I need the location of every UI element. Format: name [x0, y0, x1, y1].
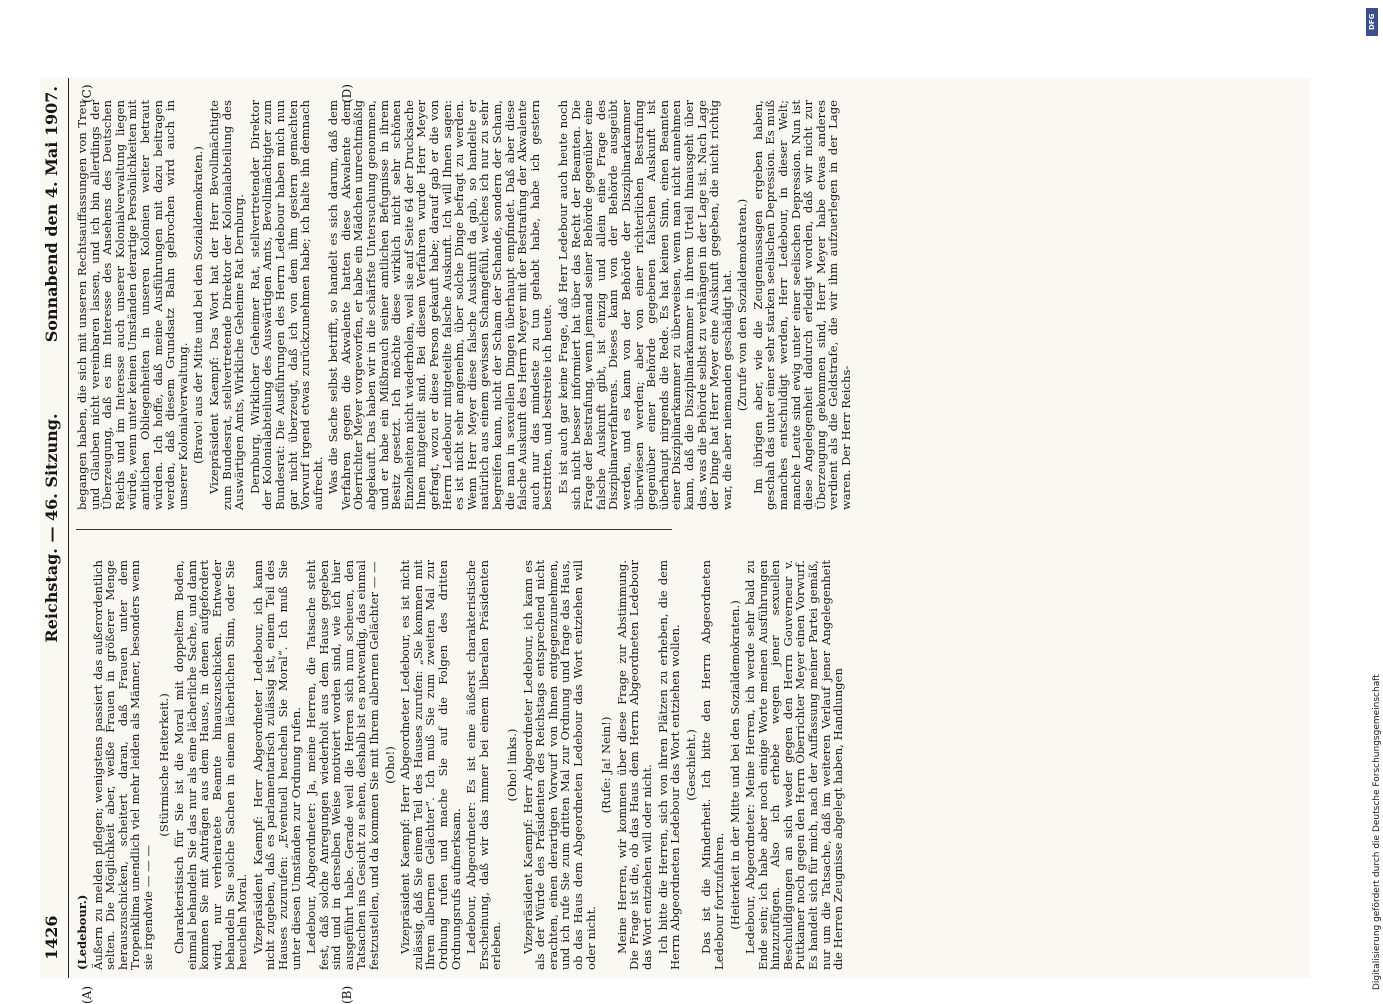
- column-divider: [76, 529, 672, 530]
- right-column: [75, 100, 854, 510]
- paragraph: Ich bitte die Herren, sich von ihren Plätzen zu erheben, die dem Herrn Abgeordneten Ledebour das Wort entziehen wollen.: [655, 560, 683, 970]
- paragraph: Ledebour, Abgeordneter: Ja, meine Herren, die Tatsache steht fest, daß solche Anregungen wiederholt aus dem Hause gegeben sind und in derselben Weise motiviert worden sind, wie ich hier ausgeführt habe. Gerade weil die Herren sich nun scheuen, den Tatsachen ins Gesicht zu sehen, deshalb ist es notwendig, das einmal festzustellen, und da kommen Sie mit Ihrem albernen Gelächter — —: [304, 560, 382, 970]
- interjection: (Rufe: Ja! Nein!): [599, 716, 614, 814]
- interjection: (Oho!): [382, 746, 397, 784]
- margin-mark-a: (A): [80, 985, 94, 1004]
- session-title: Reichstag. — 46. Sitzung.: [42, 413, 61, 643]
- paragraph: Dernburg, Wirklicher Geheimer Rat, stellvertretender Direktor der Kolonialabteilung des Auswärtigen Amts, Bevollmächtigter zum Bundesrat: Die Ausführungen des Herrn Ledebour haben mich nun gar nicht überzeugt, daß ich von dem ihm gestern gemachten Vorwurf irgend etwas zurückzunehmen habe; ich halte ihn demnach aufrecht.: [247, 100, 325, 510]
- interjection: (Oho! links.): [505, 728, 519, 802]
- page-number: 1426: [42, 915, 61, 960]
- paragraph: Im übrigen aber, wie die Zeugenaussagen ergeben haben, geschah das unter einer sehr starken seelischen Depression. Es muß manches entschuldigt werden, Herr Ledebour, in dieser Welt; manche Leute sind ewig unter einer seelischen Depression. Nun ist diese Angelegenheit dadurch erledigt worden, daß wir nicht zur Überzeugung gekommen sind, Herr Meyer habe etwas anderes verdient als die Geldstrafe, die wir ihm aufzuerlegen in der Lage waren. Der Herr Reichs-: [750, 100, 854, 510]
- margin-mark-b: (B): [340, 985, 354, 1004]
- header-rule: [68, 78, 69, 978]
- paragraph: Vizepräsident Kaempf: Herr Abgeordneter Ledebour, ich kann es als der Würde des Präsidenten des Reichstags entsprechend nicht erachten, einen derartigen Vorwurf von Ihnen entgegenzunehmen, und ich rufe Sie zum dritten Mal zur Ordnung und frage das Haus, ob das Haus dem Abgeordneten Ledebour das Wort entziehen will oder nicht.: [520, 560, 598, 970]
- margin-mark-d: (D): [340, 84, 354, 103]
- paragraph: Vizepräsident Kaempf: Herr Abgeordneter Ledebour, es ist nicht zulässig, daß Sie einem Teil des Hauses zurufen: „Sie kommen mit Ihrem albernen Gelächter“. Ich muß Sie zum zweiten Mal zur Ordnung rufen und mache Sie auf die Folgen des dritten Ordnungsrufs aufmerksam.: [398, 560, 463, 970]
- paragraph: Meine Herren, wir kommen über diese Frage zur Abstimmung. Die Frage ist die, ob das Haus dem Herrn Abgeordneten Ledebour das Wort entziehen will oder nicht.: [614, 560, 654, 970]
- paragraph: Was die Sache selbst betrifft, so handelt es sich darum, daß dem Verfahren gegen die Akwalente hatten diese Akwalente dem Oberrichter Meyer vorgeworfen, er habe ein Mädchen unrechtmäßig abgekauft. Das haben wir in die schärfste Untersuchung genommen, und er habe ein Mißbrauch seiner amtlichen Befugnisse in ihrem Besitz gesetzt. Ich möchte diese wirklich nicht sehr schönen Einzelheiten nicht wiederholen, weil sie auf Seite 64 der Drucksache Ihnen mitgeteilt sind. Bei diesem Verfahren wurde Herr Meyer gefragt, wozu er diese Person gekauft habe; darauf gab er die von Herrn Ledebour mitgeteilte falsche Auskunft. Ich will Ihnen sagen: es ist nicht sehr angenehm, über solche Dinge befragt zu werden. Wenn Herr Meyer diese falsche Auskunft da gab, so handelte er natürlich aus einem gewissen Schamgefühl, welches ich nur zu sehr begreifen kann, nicht der Scham der Schande, sondern der Scham, die man in sexuellen Dingen überhaupt empfindet. Daß aber diese falsche Auskunft des Herrn Meyer mit der Bestrafung der Akwalente auch nur das mindeste zu tun gehabt habe, habe ich gestern bestritten, und bestreite ich heute.: [326, 100, 555, 510]
- dfg-logo: DFG: [1366, 8, 1378, 36]
- interjection: (Geschieht.): [683, 729, 698, 801]
- interjection: (Stürmische Heiterkeit.): [156, 693, 171, 837]
- paragraph: Ledebour, Abgeordneter: Es ist eine äußerst charakteristische Erscheinung, daß wir das immer bei einem liberalen Präsidenten erleben.: [464, 560, 504, 970]
- digitization-credit: Digitalisierung gefördert durch die Deutsche Forschungsgemeinschaft: [1372, 674, 1382, 990]
- interjection: (Heiterkeit in der Mitte und bei den Sozialdemokraten.): [727, 600, 742, 930]
- paragraph: Es ist auch gar keine Frage, daß Herr Ledebour auch heute noch sich nicht besser informiert hat über das Recht der Beamten. Die Frage der Bestrafung, wenn jemand seiner Behörde gegenüber eine falsche Auskunft gibt, ist einzig und allein eine Frage des Disziplinarverfahrens. Dieses kann von der Behörde ausgeübt werden, und es kann von der Behörde der Disziplinarkammer überwiesen werden; aber von einer richterlichen Bestrafung gegenüber einer Behörde gegebenen falschen Auskunft ist überhaupt nirgends die Rede. Es hat keinen Sinn, einen Beamten einer Disziplinarkammer zu überweisen, wenn man nicht annehmen kann, daß die Disziplinarkammer in ihrem Urteil hinausgeht über das, was die Behörde selbst zu verhängen in der Lage ist. Nach Lage der Dinge hat Herr Meyer eine Auskunft gegeben, die nicht richtig war, die aber niemanden geschädigt hat.: [555, 100, 734, 510]
- left-column: [75, 560, 846, 970]
- paragraph: Äußern zu melden pflegen; wenigstens passiert das außerordentlich selten. Die Möglichkeit aber, weiße Frauen in größerer Menge herauszuschicken, scheitert daran, daß Frauen unter dem Tropenklima unendlich viel mehr leiden als Männer, besonders wenn sie irgendwie — — —: [90, 560, 155, 970]
- interjection: (Zurufe von den Sozialdemokraten.): [735, 198, 750, 412]
- interjection: (Bravo! aus der Mitte und bei den Sozialdemokraten.): [191, 146, 206, 464]
- speaker-heading: (Ledebour.): [75, 894, 89, 970]
- page-header: [40, 78, 64, 978]
- paragraph: begangen haben, die sich mit unseren Rechtsauffassungen von Treu und Glauben nicht vereinbaren lassen, und ich bin allerdings der Überzeugung, daß es im Interesse des Ansehens des Deutschen Reichs und im Interesse auch unserer Kolonialverwaltung liegen würde, wenn unter keinen Umständen derartige Persönlichkeiten mit amtlichen Obliegenheiten in unseren Kolonien weiter betraut würden. Ich hoffe, daß meine Ausführungen mit dazu beitragen werden, daß diesem Grundsatz Bahn gebrochen wird auch in unserer Kolonialverwaltung.: [75, 100, 190, 510]
- paragraph: Vizepräsident Kaempf: Das Wort hat der Herr Bevollmächtigte zum Bundesrat, stellvertretende Direktor der Kolonialabteilung des Auswärtigen Amts, Wirkliche Geheime Rat Dernburg.: [206, 100, 247, 510]
- document-page: [40, 78, 1310, 1004]
- margin-mark-c: (C): [80, 84, 94, 103]
- paragraph: Das ist die Minderheit. Ich bitte den Herrn Abgeordneten Ledebour fortzufahren.: [699, 560, 726, 970]
- paragraph: Vizepräsident Kaempf: Herr Abgeordneter Ledebour, ich kann nicht zugeben, daß es parlamentarisch zulässig ist, einem Teil des Hauses zuzurufen: „Eventuell heucheln Sie Moral“. Ich muß Sie unter diesen Umständen zur Ordnung rufen.: [250, 560, 303, 970]
- session-date: Sonnabend den 4. Mai 1907.: [42, 86, 61, 343]
- paragraph: Charakteristisch für Sie ist die Moral mit doppeltem Boden, einmal behandeln Sie das nur als eine lächerliche Sache, und dann kommen Sie mit Anträgen aus dem Hause, in denen aufgefordert wird, nur verheiratete Beamte hinauszuschicken. Entweder behandeln Sie solche Sachen in einem lächerlichen Sinn, oder Sie heucheln Moral.: [172, 560, 250, 970]
- paragraph: Ledebour, Abgeordneter: Meine Herren, ich werde sehr bald zu Ende sein; ich habe aber noch einige Worte meinen Ausführungen hinzuzufügen. Also ich erhebe wegen jener sexuellen Beschuldigungen an sich weder gegen den Herrn Gouverneur v. Puttkamer noch gegen den Herrn Oberrichter Meyer einen Vorwurf. Es handelt sich für mich, nach der Auffassung meiner Partei gemäß, nur um die Tatsache, daß im weiteren Verlauf jener Angelegenheit die Herren Zeugnisse abgelegt haben, Handlungen: [743, 560, 846, 970]
